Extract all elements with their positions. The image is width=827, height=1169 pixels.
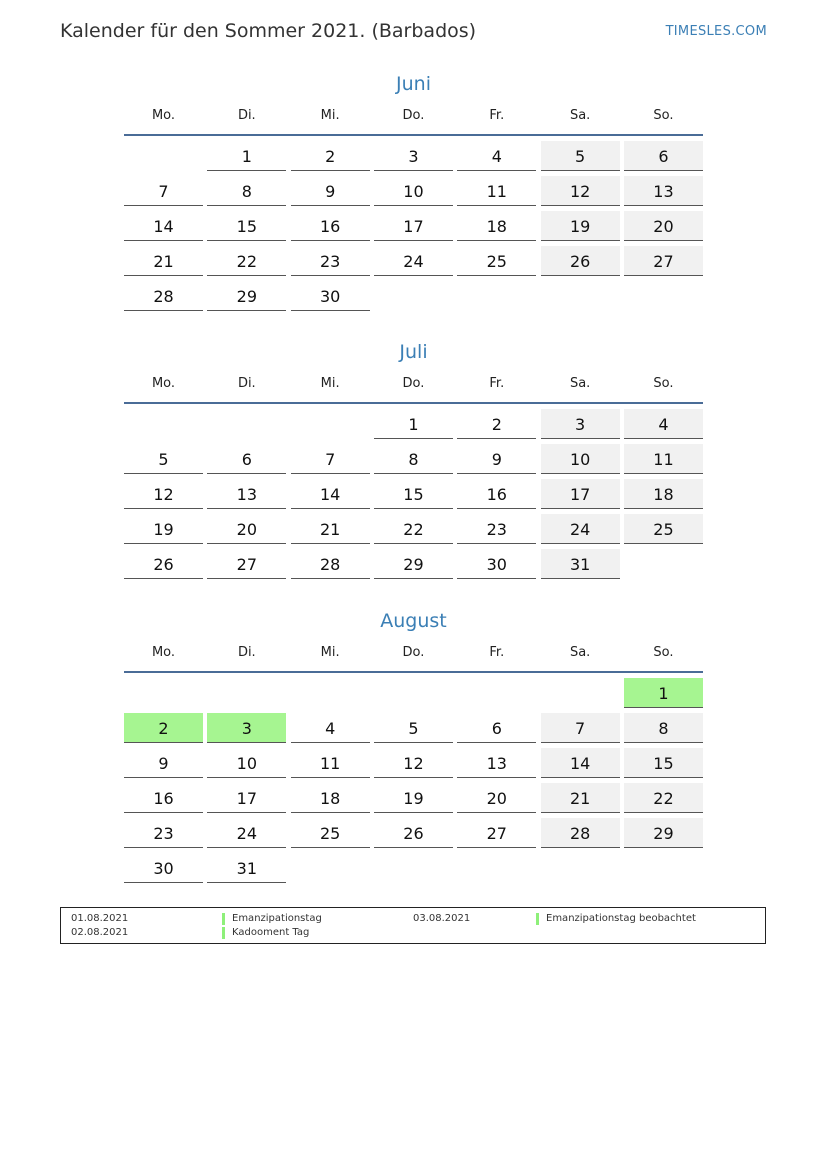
weekday-header [124, 635, 703, 673]
day-cell[interactable]: 18 [624, 479, 703, 509]
day-cell[interactable]: 4 [457, 141, 536, 171]
day-cell[interactable]: 8 [374, 444, 453, 474]
weekday-label: Mo. [151, 108, 176, 123]
day-cell[interactable]: 29 [624, 818, 703, 848]
day-cell[interactable]: 31 [541, 549, 620, 579]
empty-cell [541, 678, 620, 708]
legend-date: 01.08.2021 [71, 913, 129, 924]
day-cell[interactable]: 28 [541, 818, 620, 848]
empty-cell [124, 409, 203, 439]
day-cell[interactable]: 29 [207, 281, 286, 311]
day-cell-holiday[interactable]: 1 [624, 678, 703, 708]
day-cell[interactable]: 5 [124, 444, 203, 474]
weekday-label: Sa. [569, 376, 591, 391]
day-cell[interactable]: 19 [541, 211, 620, 241]
day-cell[interactable]: 27 [207, 549, 286, 579]
day-cell[interactable]: 3 [374, 141, 453, 171]
day-cell[interactable]: 6 [457, 713, 536, 743]
empty-cell [291, 409, 370, 439]
empty-cell [207, 409, 286, 439]
day-grid [124, 678, 703, 883]
day-cell[interactable]: 30 [457, 549, 536, 579]
day-cell[interactable]: 17 [207, 783, 286, 813]
month-july [124, 338, 703, 579]
weekday-label: Di. [237, 645, 256, 660]
day-cell[interactable]: 28 [124, 281, 203, 311]
day-cell[interactable]: 6 [624, 141, 703, 171]
day-cell[interactable]: 10 [207, 748, 286, 778]
weekday-label: Mi. [320, 108, 340, 123]
day-cell[interactable]: 5 [541, 141, 620, 171]
day-cell-holiday[interactable]: 2 [124, 713, 203, 743]
month-title: Juni [396, 73, 431, 95]
day-cell[interactable]: 14 [124, 211, 203, 241]
day-cell[interactable]: 9 [291, 176, 370, 206]
day-cell[interactable]: 20 [624, 211, 703, 241]
empty-cell [124, 678, 203, 708]
day-cell[interactable]: 18 [457, 211, 536, 241]
day-cell[interactable]: 7 [124, 176, 203, 206]
empty-cell [457, 678, 536, 708]
weekday-label: So. [653, 108, 674, 123]
legend-date: 03.08.2021 [413, 913, 471, 924]
day-cell[interactable]: 19 [124, 514, 203, 544]
legend-date: 02.08.2021 [71, 927, 129, 938]
day-cell[interactable]: 22 [207, 246, 286, 276]
legend-holiday-name: Emanzipationstag [222, 913, 322, 925]
month-title: Juli [399, 341, 428, 363]
day-cell[interactable]: 5 [374, 713, 453, 743]
empty-cell [291, 678, 370, 708]
weekday-label: Mi. [320, 376, 340, 391]
day-cell[interactable]: 16 [291, 211, 370, 241]
day-cell[interactable]: 29 [374, 549, 453, 579]
day-cell[interactable]: 7 [541, 713, 620, 743]
day-cell[interactable]: 25 [291, 818, 370, 848]
day-cell[interactable]: 4 [291, 713, 370, 743]
day-cell[interactable]: 17 [541, 479, 620, 509]
day-cell[interactable]: 15 [207, 211, 286, 241]
month-june [124, 70, 703, 311]
day-cell-holiday[interactable]: 3 [207, 713, 286, 743]
weekday-label: Mi. [320, 645, 340, 660]
day-cell[interactable]: 30 [124, 853, 203, 883]
day-cell[interactable]: 14 [291, 479, 370, 509]
day-cell[interactable]: 24 [541, 514, 620, 544]
day-cell[interactable]: 11 [624, 444, 703, 474]
day-cell[interactable]: 30 [291, 281, 370, 311]
day-grid [124, 141, 703, 311]
day-cell[interactable]: 23 [291, 246, 370, 276]
weekday-label: Fr. [489, 108, 505, 123]
weekday-label: Fr. [489, 376, 505, 391]
day-grid [124, 409, 703, 579]
day-cell[interactable]: 26 [374, 818, 453, 848]
day-cell[interactable]: 19 [374, 783, 453, 813]
day-cell[interactable]: 20 [207, 514, 286, 544]
day-cell[interactable]: 18 [291, 783, 370, 813]
day-cell[interactable]: 23 [457, 514, 536, 544]
day-cell[interactable]: 13 [457, 748, 536, 778]
day-cell[interactable]: 2 [291, 141, 370, 171]
day-cell[interactable]: 3 [541, 409, 620, 439]
day-cell[interactable]: 9 [124, 748, 203, 778]
weekday-label: So. [653, 645, 674, 660]
day-cell[interactable]: 15 [624, 748, 703, 778]
day-cell[interactable]: 22 [374, 514, 453, 544]
weekday-label: Do. [402, 645, 425, 660]
day-cell[interactable]: 12 [374, 748, 453, 778]
day-cell[interactable]: 7 [291, 444, 370, 474]
day-cell[interactable]: 1 [207, 141, 286, 171]
weekday-label: Mo. [151, 376, 176, 391]
weekday-label: Do. [402, 108, 425, 123]
empty-cell [374, 678, 453, 708]
day-cell[interactable]: 16 [457, 479, 536, 509]
day-cell[interactable]: 8 [207, 176, 286, 206]
day-cell[interactable]: 12 [124, 479, 203, 509]
day-cell[interactable]: 11 [291, 748, 370, 778]
day-cell[interactable]: 13 [624, 176, 703, 206]
day-cell[interactable]: 31 [207, 853, 286, 883]
weekday-header [124, 98, 703, 136]
weekday-label: Fr. [489, 645, 505, 660]
day-cell[interactable]: 25 [624, 514, 703, 544]
day-cell[interactable]: 1 [374, 409, 453, 439]
day-cell[interactable]: 4 [624, 409, 703, 439]
holiday-legend [60, 907, 766, 944]
day-cell[interactable]: 15 [374, 479, 453, 509]
day-cell[interactable]: 12 [541, 176, 620, 206]
day-cell[interactable]: 27 [624, 246, 703, 276]
day-cell[interactable]: 26 [541, 246, 620, 276]
weekday-label: Do. [402, 376, 425, 391]
day-cell[interactable]: 26 [124, 549, 203, 579]
day-cell[interactable]: 21 [124, 246, 203, 276]
month-august [124, 607, 703, 883]
month-title: August [380, 610, 447, 632]
page-title: Kalender für den Sommer 2021. (Barbados) [60, 20, 477, 42]
day-cell[interactable]: 22 [624, 783, 703, 813]
day-cell[interactable]: 2 [457, 409, 536, 439]
day-cell[interactable]: 11 [457, 176, 536, 206]
day-cell[interactable]: 27 [457, 818, 536, 848]
weekday-header [124, 366, 703, 404]
weekday-label: Sa. [569, 645, 591, 660]
day-cell[interactable]: 24 [207, 818, 286, 848]
empty-cell [124, 141, 203, 171]
weekday-label: Mo. [151, 645, 176, 660]
day-cell[interactable]: 28 [291, 549, 370, 579]
weekday-label: So. [653, 376, 674, 391]
day-cell[interactable]: 16 [124, 783, 203, 813]
day-cell[interactable]: 10 [374, 176, 453, 206]
legend-holiday-name: Emanzipationstag beobachtet [536, 913, 696, 925]
day-cell[interactable]: 24 [374, 246, 453, 276]
day-cell[interactable]: 6 [207, 444, 286, 474]
day-cell[interactable]: 25 [457, 246, 536, 276]
legend-holiday-name: Kadooment Tag [222, 927, 309, 939]
day-cell[interactable]: 20 [457, 783, 536, 813]
weekday-label: Di. [237, 108, 256, 123]
day-cell[interactable]: 8 [624, 713, 703, 743]
day-cell[interactable]: 10 [541, 444, 620, 474]
day-cell[interactable]: 17 [374, 211, 453, 241]
day-cell[interactable]: 13 [207, 479, 286, 509]
day-cell[interactable]: 9 [457, 444, 536, 474]
weekday-label: Di. [237, 376, 256, 391]
day-cell[interactable]: 21 [541, 783, 620, 813]
day-cell[interactable]: 21 [291, 514, 370, 544]
empty-cell [207, 678, 286, 708]
day-cell[interactable]: 23 [124, 818, 203, 848]
day-cell[interactable]: 14 [541, 748, 620, 778]
weekday-label: Sa. [569, 108, 591, 123]
brand-link[interactable]: TIMESLES.COM [665, 24, 767, 39]
